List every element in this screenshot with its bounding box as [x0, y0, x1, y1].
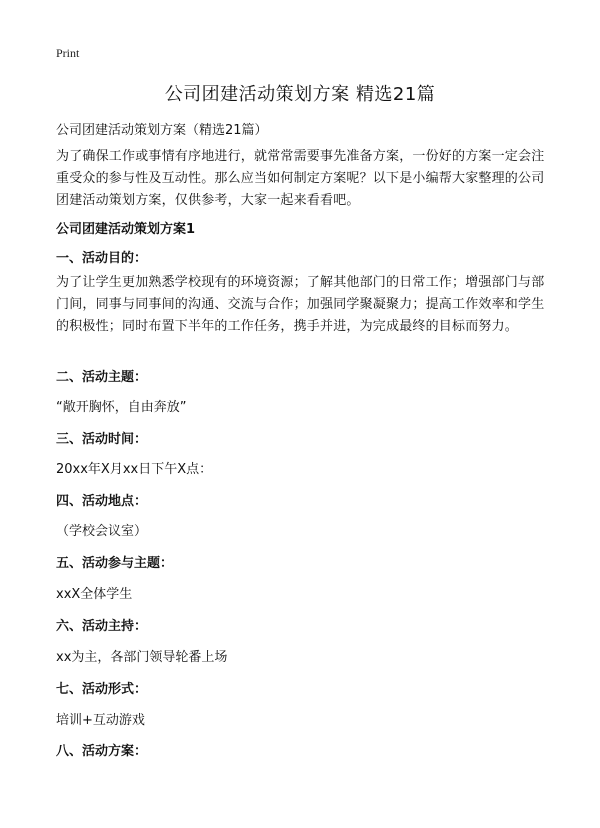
heading-time: 三、活动时间：	[56, 432, 148, 447]
content-participants: xxX全体学生	[56, 587, 133, 602]
content-purpose: 为了让学生更加熟悉学校现有的环境资源；了解其他部门的日常工作；增强部门与部门间，同事与同事间的沟通、交流与合作；加强同学聚凝聚力；提高工作效率和学生的积极性；同时布置下半年的工作任务，携手并进，为完成最终的目标而努力。	[56, 275, 545, 334]
content-time: 20xx年X月xx日下午X点：	[56, 462, 213, 477]
content-theme: “敞开胸怀，自由奔放”	[56, 400, 187, 415]
heading-format: 七、活动形式：	[56, 682, 148, 697]
heading-purpose: 一、活动目的：	[56, 251, 148, 266]
heading-participants: 五、活动参与主题：	[56, 556, 174, 571]
heading-theme: 二、活动主题：	[56, 370, 148, 385]
section-title: 公司团建活动策划方案1	[56, 222, 196, 237]
subtitle: 公司团建活动策划方案（精选21篇）	[56, 123, 268, 138]
print-label: Print	[56, 46, 80, 60]
content-host: xx为主，各部门领导轮番上场	[56, 650, 228, 665]
intro-paragraph: 为了确保工作或事情有序地进行，就常常需要事先准备方案，一份好的方案一定会注重受众的参与性及互动性。那么应当如何制定方案呢？以下是小编帮大家整理的公司团建活动策划方案，仅供参考，大家一起来看看吧。	[56, 149, 545, 208]
page-title: 公司团建活动策划方案 精选21篇	[164, 84, 436, 105]
heading-plan: 八、活动方案：	[56, 744, 148, 759]
content-format: 培训+互动游戏	[56, 713, 145, 728]
heading-host: 六、活动主持：	[56, 619, 148, 634]
heading-location: 四、活动地点：	[56, 494, 148, 509]
content-location: （学校会议室）	[56, 524, 148, 539]
